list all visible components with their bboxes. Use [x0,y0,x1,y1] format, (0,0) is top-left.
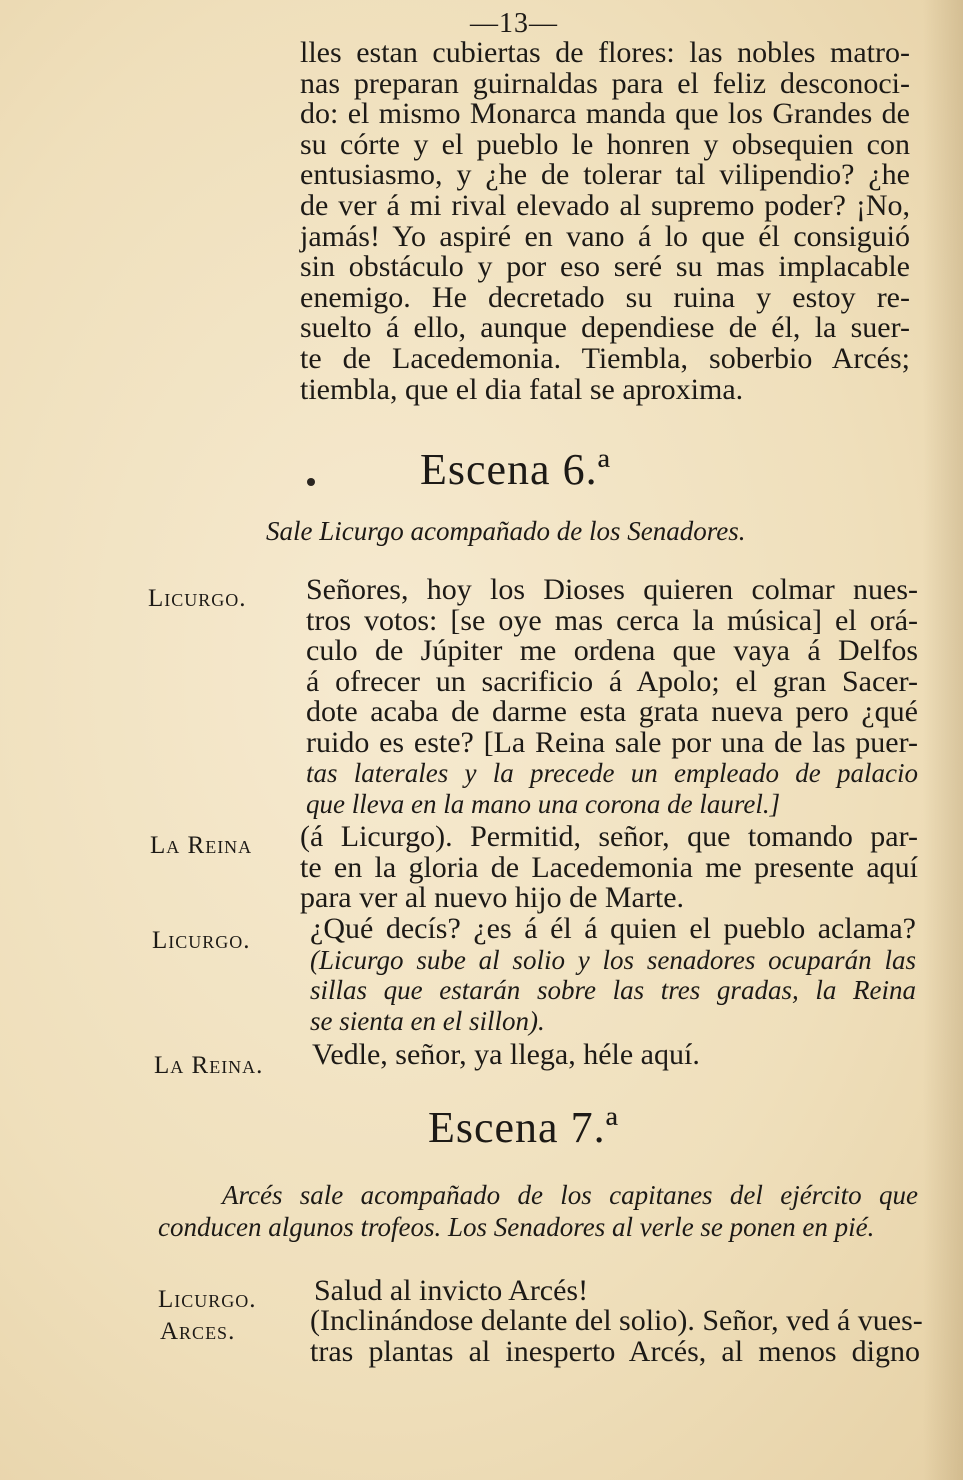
speaker-arces: Arces. [160,1318,236,1345]
speaker-licurgo: Licurgo. [158,1286,257,1313]
prose-line: entusiasmo, y ¿he de tolerar tal vilipendio? ¿he [300,158,910,192]
speech-line: Vedle, señor, ya llega, héle aquí. [312,1038,700,1071]
prose-line: enemigo. He decretado su ruina y estoy re- [300,280,910,314]
scene-6-stage-direction: Sale Licurgo acompañado de los Senadores. [266,516,746,546]
speech-line: tas laterales y la precede un empleado de palacio [306,758,918,788]
speech-line: dote acaba de darme esta grata nueva pero ¿qué [306,695,918,728]
prose-line: lles estan cubiertas de flores: las nobles matro- [300,36,910,69]
speech-line: (Licurgo sube al solio y los senadores ocuparán las [310,944,916,975]
speech-line: culo de Júpiter me ordena que vaya á Delfos [306,634,918,667]
speech-line: (Inclinándose delante del solio). Señor, ved á vues- [310,1304,923,1337]
speech-la-reina-2 [312,1040,912,1071]
speech-licurgo-1 [306,575,918,819]
prose-paragraph [300,38,910,405]
prose-line: sin obstáculo y por eso seré su mas implacable [300,250,910,284]
speech-la-reina-1 [300,822,918,914]
speech-line: á ofrecer un sacrificio á Apolo; el gran Sacer- [306,664,918,698]
speech-arces-1 [310,1304,923,1368]
prose-line: tiembla, que el dia fatal se aproxima. [300,372,744,406]
speech-line: que lleva en la mano una corona de laurel.] [306,788,781,819]
speech-line: para ver al nuevo hijo de Marte. [300,881,685,914]
speech-line: ¿Qué decís? ¿es á él á quien el pueblo aclama? [310,912,916,945]
prose-line: suelto á ello, aunque dependiese de él, la suer- [300,311,910,345]
speech-line: tros votos: [se oye mas cerca la música] el orá- [306,603,918,637]
speech-line: tras plantas al inesperto Arcés, al menos digno [310,1334,920,1368]
speaker-licurgo: Licurgo. [148,585,247,612]
page-number: —13— [470,8,558,39]
speaker-la-reina: La Reina. [154,1052,264,1079]
scene-7-heading: Escena 7.ª [428,1103,619,1152]
prose-line: nas preparan guirnaldas para el feliz desconoci- [300,66,910,100]
scene-7-stage-direction-line-2: conducen algunos trofeos. Los Senadores al verle se ponen en pié. [158,1212,875,1242]
prose-line: su córte y el pueblo le honren y obsequien con [300,127,910,161]
prose-line: de ver á mi rival elevado al supremo poder? ¡No, [300,188,910,222]
prose-line: jamás! Yo aspiré en vano á lo que él consiguió [300,219,910,253]
speech-licurgo-2 [310,914,916,1036]
prose-line: do: el mismo Monarca manda que los Grandes de [300,97,910,131]
scene-7-stage-direction-line-1: Arcés sale acompañado de los capitanes del ejército que [222,1180,918,1210]
ink-dot [307,478,315,486]
speech-line: te en la gloria de Lacedemonia me presente aquí [300,850,918,884]
speech-line: sillas que estarán sobre las tres gradas, la Reina [310,975,916,1005]
speech-line: Señores, hoy los Dioses quieren colmar nues- [306,573,918,606]
prose-line: te de Lacedemonia. Tiembla, soberbio Arcés; [300,341,910,375]
speech-line: (á Licurgo). Permitid, señor, que tomando par- [300,820,918,853]
speech-line: Salud al invicto Arcés! [314,1274,589,1307]
speech-line: se sienta en el sillon). [310,1005,545,1036]
scene-6-heading: Escena 6.ª [420,445,611,494]
page-edge-shadow [923,0,963,1480]
speaker-la-reina: La Reina [150,832,253,859]
speech-licurgo-3 [314,1276,914,1307]
speech-line: ruido es este? [La Reina sale por una de las puer- [306,725,918,759]
speaker-licurgo: Licurgo. [152,927,251,954]
